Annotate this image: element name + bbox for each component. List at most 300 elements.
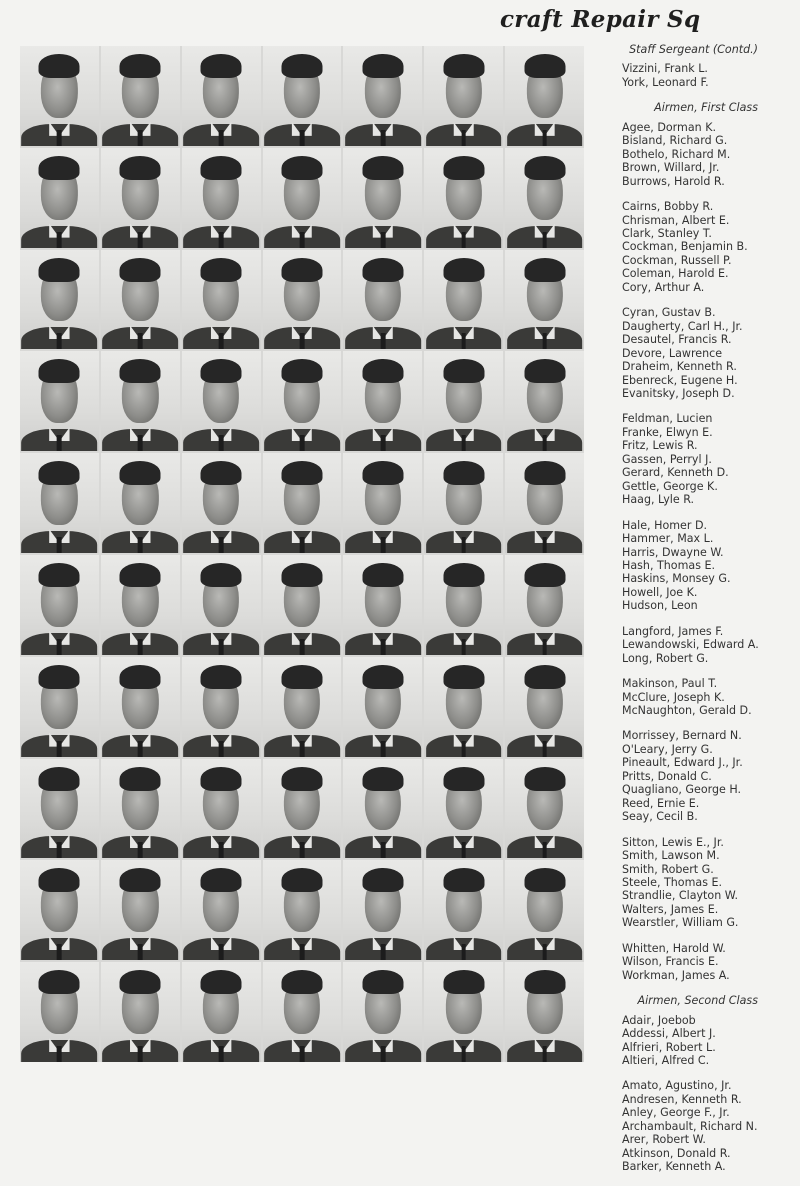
roster-name: Bothelo, Richard M. xyxy=(622,147,731,161)
portrait-tie xyxy=(57,130,62,146)
portrait-tie xyxy=(542,232,547,248)
roster-name: Gerard, Kenneth D. xyxy=(622,466,729,480)
portrait-tie xyxy=(461,537,466,553)
portrait-tie xyxy=(380,232,385,248)
portrait-hair xyxy=(39,156,80,180)
portrait-hair xyxy=(201,767,242,791)
portrait-hair xyxy=(443,461,484,485)
portrait-hair xyxy=(120,767,161,791)
portrait-tie xyxy=(57,435,62,451)
portrait-grid xyxy=(20,46,584,1062)
portrait-hair xyxy=(524,767,565,791)
portrait-tie xyxy=(380,537,385,553)
name-group xyxy=(600,942,792,982)
portrait-hair xyxy=(362,54,403,78)
roster-name: Desautel, Francis R. xyxy=(622,333,732,347)
roster-name: Morrissey, Bernard N. xyxy=(622,729,742,743)
roster-name: Burrows, Harold R. xyxy=(622,174,725,188)
portrait-photo xyxy=(424,148,503,248)
portrait-hair xyxy=(39,767,80,791)
roster-name: Alfrieri, Robert L. xyxy=(622,1040,716,1054)
portrait-tie xyxy=(461,232,466,248)
roster-name: Hudson, Leon xyxy=(622,599,698,613)
portrait-photo xyxy=(182,555,261,655)
portrait-photo xyxy=(424,453,503,553)
portrait-tie xyxy=(219,639,224,655)
roster-name: Vizzini, Frank L. xyxy=(622,62,708,76)
portrait-tie xyxy=(138,1046,143,1062)
portrait-hair xyxy=(362,868,403,892)
name-group xyxy=(600,1079,792,1173)
portrait-hair xyxy=(120,258,161,282)
roster-name: Langford, James F. xyxy=(622,624,724,638)
portrait-photo xyxy=(101,351,180,451)
portrait-tie xyxy=(300,639,305,655)
portrait-hair xyxy=(120,359,161,383)
portrait-photo xyxy=(505,962,584,1062)
portrait-photo xyxy=(505,453,584,553)
portrait-tie xyxy=(380,1046,385,1062)
name-group xyxy=(600,121,792,188)
portrait-photo xyxy=(263,351,342,451)
portrait-hair xyxy=(201,156,242,180)
portrait-tie xyxy=(219,232,224,248)
portrait-hair xyxy=(362,665,403,689)
portrait-hair xyxy=(443,970,484,994)
portrait-hair xyxy=(120,156,161,180)
roster-name: Arer, Robert W. xyxy=(622,1133,706,1147)
portrait-hair xyxy=(39,563,80,587)
roster-name: McClure, Joseph K. xyxy=(622,690,725,704)
portrait-photo xyxy=(20,453,99,553)
roster-name: Pineault, Edward J., Jr. xyxy=(622,756,743,770)
portrait-tie xyxy=(138,232,143,248)
roster-name: Chrisman, Albert E. xyxy=(622,213,730,227)
roster-name: Reed, Ernie E. xyxy=(622,796,700,810)
roster-name: Workman, James A. xyxy=(622,968,730,982)
portrait-tie xyxy=(138,435,143,451)
name-group xyxy=(600,677,792,717)
portrait-photo xyxy=(182,148,261,248)
roster-name: Devore, Lawrence xyxy=(622,346,723,360)
portrait-photo xyxy=(182,962,261,1062)
portrait-hair xyxy=(281,563,322,587)
portrait-hair xyxy=(120,461,161,485)
portrait-hair xyxy=(281,156,322,180)
portrait-hair xyxy=(201,665,242,689)
portrait-tie xyxy=(138,639,143,655)
portrait-photo xyxy=(343,250,422,350)
portrait-hair xyxy=(443,258,484,282)
roster-name: Smith, Robert G. xyxy=(622,862,714,876)
portrait-tie xyxy=(380,741,385,757)
portrait-tie xyxy=(138,944,143,960)
roster-name: Smith, Lawson M. xyxy=(622,849,720,863)
portrait-photo xyxy=(343,148,422,248)
portrait-photo xyxy=(182,759,261,859)
portrait-hair xyxy=(281,461,322,485)
roster-name: Walters, James E. xyxy=(622,902,719,916)
portrait-tie xyxy=(380,333,385,349)
roster-list xyxy=(600,40,792,1186)
portrait-hair xyxy=(281,665,322,689)
portrait-tie xyxy=(138,741,143,757)
portrait-tie xyxy=(542,1046,547,1062)
portrait-tie xyxy=(300,435,305,451)
portrait-tie xyxy=(542,333,547,349)
portrait-photo xyxy=(263,759,342,859)
roster-name: Archambault, Richard N. xyxy=(622,1119,758,1133)
portrait-photo xyxy=(343,555,422,655)
roster-name: York, Leonard F. xyxy=(622,75,709,89)
portrait-hair xyxy=(443,54,484,78)
roster-section xyxy=(600,101,792,982)
portrait-photo xyxy=(263,962,342,1062)
portrait-tie xyxy=(57,944,62,960)
portrait-tie xyxy=(219,842,224,858)
portrait-tie xyxy=(300,537,305,553)
portrait-hair xyxy=(524,156,565,180)
section-heading: Airmen, First Class xyxy=(654,101,758,115)
portrait-tie xyxy=(300,944,305,960)
portrait-hair xyxy=(120,970,161,994)
portrait-hair xyxy=(120,563,161,587)
portrait-tie xyxy=(461,435,466,451)
portrait-photo xyxy=(505,759,584,859)
roster-name: Adair, Joebob xyxy=(622,1013,696,1027)
portrait-hair xyxy=(524,970,565,994)
portrait-photo xyxy=(424,657,503,757)
portrait-hair xyxy=(524,461,565,485)
roster-name: Fritz, Lewis R. xyxy=(622,439,698,453)
roster-section xyxy=(600,43,792,89)
portrait-tie xyxy=(461,1046,466,1062)
portrait-photo xyxy=(263,860,342,960)
portrait-hair xyxy=(39,54,80,78)
portrait-tie xyxy=(219,741,224,757)
portrait-tie xyxy=(219,333,224,349)
portrait-tie xyxy=(542,639,547,655)
portrait-tie xyxy=(542,944,547,960)
portrait-photo xyxy=(505,250,584,350)
portrait-photo xyxy=(182,351,261,451)
name-group xyxy=(600,519,792,613)
portrait-hair xyxy=(120,868,161,892)
roster-name: Anley, George F., Jr. xyxy=(622,1106,730,1120)
portrait-photo xyxy=(263,555,342,655)
roster-name: Lewandowski, Edward A. xyxy=(622,638,759,652)
portrait-hair xyxy=(201,461,242,485)
page-title: craft Repair Sq xyxy=(500,6,701,33)
portrait-hair xyxy=(362,970,403,994)
page-header xyxy=(0,6,800,40)
portrait-photo xyxy=(263,250,342,350)
portrait-tie xyxy=(380,944,385,960)
portrait-photo xyxy=(343,453,422,553)
portrait-tie xyxy=(380,435,385,451)
portrait-photo xyxy=(182,453,261,553)
name-group xyxy=(600,1014,792,1068)
portrait-hair xyxy=(120,54,161,78)
portrait-hair xyxy=(443,156,484,180)
portrait-hair xyxy=(524,868,565,892)
roster-name: Andresen, Kenneth R. xyxy=(622,1092,742,1106)
roster-name: Daugherty, Carl H., Jr. xyxy=(622,319,743,333)
name-group xyxy=(600,62,792,89)
portrait-photo xyxy=(20,250,99,350)
portrait-hair xyxy=(362,258,403,282)
roster-name: Franke, Elwyn E. xyxy=(622,425,713,439)
portrait-hair xyxy=(524,563,565,587)
portrait-tie xyxy=(219,435,224,451)
roster-name: Evanitsky, Joseph D. xyxy=(622,386,735,400)
portrait-tie xyxy=(57,232,62,248)
roster-name: Quagliano, George H. xyxy=(622,783,742,797)
portrait-tie xyxy=(219,130,224,146)
portrait-hair xyxy=(39,665,80,689)
portrait-hair xyxy=(201,258,242,282)
portrait-tie xyxy=(300,232,305,248)
roster-name: Agee, Dorman K. xyxy=(622,120,716,134)
portrait-hair xyxy=(362,461,403,485)
portrait-tie xyxy=(461,639,466,655)
portrait-tie xyxy=(57,842,62,858)
roster-name: Amato, Agustino, Jr. xyxy=(622,1079,732,1093)
portrait-photo xyxy=(263,453,342,553)
portrait-tie xyxy=(57,639,62,655)
roster-name: Gassen, Perryl J. xyxy=(622,452,712,466)
portrait-photo xyxy=(20,46,99,146)
roster-name: Bisland, Richard G. xyxy=(622,134,728,148)
name-group xyxy=(600,412,792,506)
section-heading: Staff Sergeant (Contd.) xyxy=(629,43,758,56)
portrait-hair xyxy=(362,359,403,383)
portrait-hair xyxy=(281,54,322,78)
portrait-hair xyxy=(362,563,403,587)
portrait-photo xyxy=(182,46,261,146)
portrait-tie xyxy=(461,741,466,757)
portrait-tie xyxy=(138,333,143,349)
portrait-photo xyxy=(101,453,180,553)
portrait-photo xyxy=(20,351,99,451)
portrait-photo xyxy=(263,148,342,248)
portrait-tie xyxy=(461,944,466,960)
portrait-photo xyxy=(424,46,503,146)
roster-name: Haskins, Monsey G. xyxy=(622,572,731,586)
portrait-photo xyxy=(263,657,342,757)
portrait-photo xyxy=(20,148,99,248)
roster-name: Wearstler, William G. xyxy=(622,916,739,930)
portrait-hair xyxy=(443,665,484,689)
portrait-photo xyxy=(343,46,422,146)
portrait-tie xyxy=(138,842,143,858)
portrait-photo xyxy=(343,860,422,960)
roster-name: Seay, Cecil B. xyxy=(622,810,698,824)
roster-name: Cory, Arthur A. xyxy=(622,280,705,294)
portrait-hair xyxy=(443,767,484,791)
portrait-tie xyxy=(542,842,547,858)
portrait-photo xyxy=(343,351,422,451)
roster-name: Makinson, Paul T. xyxy=(622,677,718,691)
roster-name: Whitten, Harold W. xyxy=(622,941,726,955)
portrait-photo xyxy=(20,860,99,960)
portrait-tie xyxy=(461,130,466,146)
portrait-hair xyxy=(201,868,242,892)
portrait-tie xyxy=(300,842,305,858)
portrait-tie xyxy=(219,944,224,960)
roster-name: Cockman, Russell P. xyxy=(622,253,732,267)
roster-name: Strandlie, Clayton W. xyxy=(622,889,738,903)
portrait-photo xyxy=(424,555,503,655)
portrait-photo xyxy=(424,759,503,859)
portrait-photo xyxy=(101,250,180,350)
portrait-tie xyxy=(300,333,305,349)
portrait-tie xyxy=(542,741,547,757)
portrait-tie xyxy=(461,842,466,858)
roster-name: Atkinson, Donald R. xyxy=(622,1146,731,1160)
portrait-tie xyxy=(380,130,385,146)
portrait-hair xyxy=(281,970,322,994)
roster-name: Ebenreck, Eugene H. xyxy=(622,373,738,387)
portrait-photo xyxy=(263,46,342,146)
roster-name: Feldman, Lucien xyxy=(622,412,713,426)
portrait-tie xyxy=(138,130,143,146)
portrait-photo xyxy=(20,759,99,859)
roster-name: O'Leary, Jerry G. xyxy=(622,742,713,756)
portrait-tie xyxy=(219,537,224,553)
name-group xyxy=(600,200,792,294)
roster-name: Haag, Lyle R. xyxy=(622,493,695,507)
portrait-photo xyxy=(101,860,180,960)
portrait-tie xyxy=(542,537,547,553)
portrait-tie xyxy=(57,333,62,349)
roster-name: Hale, Homer D. xyxy=(622,518,708,532)
portrait-photo xyxy=(101,759,180,859)
portrait-hair xyxy=(201,970,242,994)
portrait-photo xyxy=(424,962,503,1062)
name-group xyxy=(600,625,792,665)
roster-name: Clark, Stanley T. xyxy=(622,226,712,240)
portrait-hair xyxy=(524,258,565,282)
name-group xyxy=(600,306,792,400)
portrait-hair xyxy=(524,359,565,383)
portrait-photo xyxy=(505,351,584,451)
portrait-tie xyxy=(542,130,547,146)
roster-section xyxy=(600,994,792,1173)
portrait-photo xyxy=(343,759,422,859)
portrait-hair xyxy=(39,359,80,383)
portrait-hair xyxy=(281,258,322,282)
portrait-photo xyxy=(101,962,180,1062)
roster-name: Addessi, Albert J. xyxy=(622,1027,716,1041)
portrait-hair xyxy=(362,767,403,791)
roster-name: Cockman, Benjamin B. xyxy=(622,240,748,254)
roster-name: Draheim, Kenneth R. xyxy=(622,360,737,374)
portrait-hair xyxy=(201,563,242,587)
portrait-photo xyxy=(20,962,99,1062)
roster-name: Harris, Dwayne W. xyxy=(622,545,724,559)
portrait-photo xyxy=(505,46,584,146)
roster-name: Barker, Kenneth A. xyxy=(622,1160,726,1174)
portrait-photo xyxy=(424,351,503,451)
portrait-photo xyxy=(182,250,261,350)
portrait-hair xyxy=(524,54,565,78)
roster-name: Coleman, Harold E. xyxy=(622,267,729,281)
roster-name: Wilson, Francis E. xyxy=(622,955,719,969)
portrait-hair xyxy=(281,359,322,383)
portrait-photo xyxy=(101,148,180,248)
roster-name: Sitton, Lewis E., Jr. xyxy=(622,835,724,849)
portrait-photo xyxy=(101,657,180,757)
portrait-tie xyxy=(57,1046,62,1062)
roster-name: Long, Robert G. xyxy=(622,651,709,665)
portrait-tie xyxy=(542,435,547,451)
portrait-photo xyxy=(505,148,584,248)
portrait-tie xyxy=(219,1046,224,1062)
name-group xyxy=(600,836,792,930)
roster-name: Brown, Willard, Jr. xyxy=(622,161,720,175)
portrait-hair xyxy=(443,868,484,892)
roster-name: Gettle, George K. xyxy=(622,479,718,493)
roster-name: Pritts, Donald C. xyxy=(622,769,712,783)
roster-name: Cairns, Bobby R. xyxy=(622,200,714,214)
portrait-tie xyxy=(461,333,466,349)
portrait-hair xyxy=(362,156,403,180)
portrait-photo xyxy=(343,657,422,757)
portrait-tie xyxy=(380,639,385,655)
portrait-hair xyxy=(443,563,484,587)
portrait-hair xyxy=(201,359,242,383)
portrait-photo xyxy=(101,555,180,655)
portrait-photo xyxy=(182,860,261,960)
roster-name: Howell, Joe K. xyxy=(622,585,698,599)
portrait-photo xyxy=(505,555,584,655)
portrait-photo xyxy=(424,250,503,350)
portrait-hair xyxy=(39,970,80,994)
roster-name: McNaughton, Gerald D. xyxy=(622,704,752,718)
roster-name: Hash, Thomas E. xyxy=(622,558,716,572)
portrait-hair xyxy=(39,461,80,485)
portrait-hair xyxy=(443,359,484,383)
roster-name: Steele, Thomas E. xyxy=(622,876,723,890)
portrait-hair xyxy=(281,868,322,892)
portrait-tie xyxy=(300,1046,305,1062)
roster-name: Altieri, Alfred C. xyxy=(622,1054,710,1067)
portrait-hair xyxy=(281,767,322,791)
portrait-photo xyxy=(20,555,99,655)
portrait-photo xyxy=(505,657,584,757)
portrait-photo xyxy=(20,657,99,757)
portrait-photo xyxy=(424,860,503,960)
roster-name: Hammer, Max L. xyxy=(622,532,714,546)
portrait-hair xyxy=(39,868,80,892)
portrait-tie xyxy=(138,537,143,553)
portrait-tie xyxy=(300,741,305,757)
portrait-photo xyxy=(101,46,180,146)
portrait-tie xyxy=(380,842,385,858)
portrait-hair xyxy=(524,665,565,689)
portrait-photo xyxy=(505,860,584,960)
portrait-hair xyxy=(120,665,161,689)
roster-name: Cyran, Gustav B. xyxy=(622,306,716,320)
portrait-tie xyxy=(57,537,62,553)
portrait-hair xyxy=(39,258,80,282)
portrait-tie xyxy=(300,130,305,146)
portrait-photo xyxy=(182,657,261,757)
name-group xyxy=(600,729,792,823)
section-heading: Airmen, Second Class xyxy=(637,994,758,1008)
portrait-tie xyxy=(57,741,62,757)
